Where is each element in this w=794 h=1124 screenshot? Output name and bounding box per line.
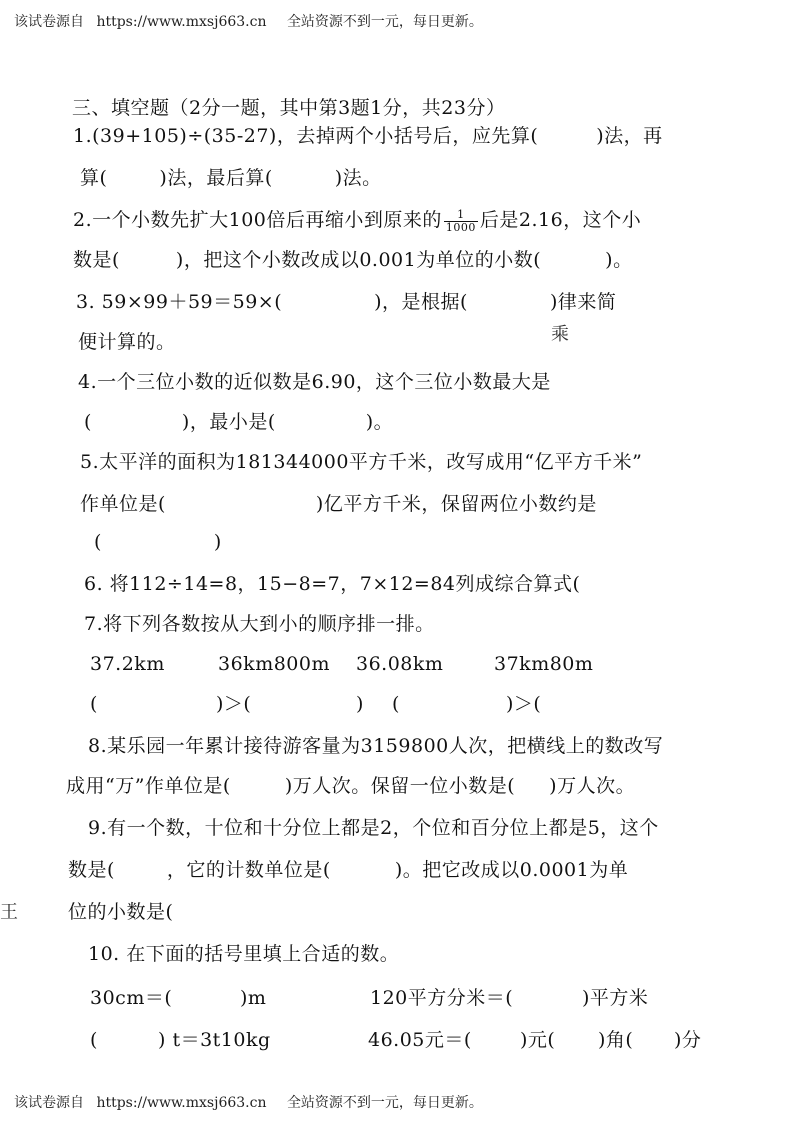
q3-text-a: 3. 59×99＋59＝59×( — [76, 291, 283, 313]
q5-text-c: )亿平方千米，保留两位小数约是 — [315, 493, 597, 515]
question-5-line-2 — [80, 492, 597, 516]
question-9-line-1: 9.有一个数，十位和十分位上都是2，个位和百分位上都是5，这个 — [88, 817, 659, 839]
q2-text-b: 后是2.16，这个小 — [479, 209, 642, 231]
value-item: 37.2km — [90, 653, 165, 675]
q1-text-d: )法，最后算( — [159, 167, 273, 189]
section-title: 三、填空题（2分一题，其中第3题1分，共23分） — [72, 97, 506, 119]
header-note: 全站资源不到一元，每日更新。 — [286, 14, 483, 30]
q2-text-e: )。 — [605, 249, 633, 271]
q10-text-r1a: 30cm＝( — [90, 987, 173, 1009]
q10-text-r2d: )元( — [520, 1029, 556, 1051]
question-1-line-2 — [80, 166, 382, 190]
question-3-line-1 — [76, 290, 616, 314]
question-1-line-1 — [73, 124, 663, 148]
q2-text-d: )，把这个小数改成以0.001为单位的小数( — [175, 249, 542, 271]
fraction-numerator: 1 — [444, 209, 478, 222]
q1-text-a: 1.(39+105)÷(35-27)，去掉两个小括号后，应先算( — [73, 125, 539, 147]
q10-text-r2b: ) t＝3t10kg — [158, 1029, 271, 1051]
q9-text-d: )。把它改成以0.0001为单 — [394, 859, 629, 881]
q2-text-c: 数是( — [73, 249, 120, 271]
question-9-line-3: 位的小数是( — [68, 901, 174, 923]
q1-text-b: )法，再 — [596, 125, 663, 147]
question-10-title: 10. 在下面的括号里填上合适的数。 — [88, 943, 400, 965]
question-5-line-3 — [94, 530, 222, 554]
q7-text-f: )＞( — [506, 693, 542, 715]
q10-text-r2c: 46.05元＝( — [368, 1029, 472, 1051]
question-4-line-1: 4.一个三位小数的近似数是6.90，这个三位小数最大是 — [78, 371, 551, 393]
question-3-line-2: 便计算的。 — [78, 331, 176, 353]
q7-text-b: ( — [90, 693, 98, 715]
q8-text-b: 成用“万”作单位是( — [66, 775, 231, 797]
q10-text-r1d: )平方米 — [582, 987, 649, 1009]
q10-text-r2a: ( — [90, 1029, 98, 1051]
value-item: 37km80m — [494, 653, 594, 675]
header-source: 该试卷源自 — [14, 14, 84, 30]
question-2-line-1 — [73, 208, 641, 234]
page-footer — [14, 1094, 483, 1112]
q10-text-r2e: )角( — [598, 1029, 634, 1051]
question-5-line-1: 5.太平洋的面积为181344000平方千米，改写成用“亿平方千米” — [80, 451, 643, 473]
q2-text-a: 2.一个小数先扩大100倍后再缩小到原来的 — [73, 209, 442, 231]
footer-source: 该试卷源自 — [14, 1095, 84, 1111]
question-8-line-2 — [66, 774, 635, 798]
margin-mark: 王 — [0, 902, 18, 923]
question-7-line-1: 7.将下列各数按从大到小的顺序排一排。 — [84, 613, 435, 635]
q10-text-r2f: )分 — [674, 1029, 702, 1051]
footer-note: 全站资源不到一元，每日更新。 — [286, 1095, 483, 1111]
fraction — [444, 209, 478, 234]
footer-url[interactable]: https://www.mxsj663.cn — [96, 1095, 267, 1111]
value-item: 36.08km — [356, 653, 444, 675]
page-header — [14, 13, 483, 31]
q9-text-c: ，它的计数单位是( — [166, 859, 331, 881]
q4-text-d: )。 — [365, 411, 394, 433]
q4-text-c: )，最小是( — [181, 411, 276, 433]
q5-text-d: ( — [94, 531, 102, 553]
q10-text-r1b: )m — [240, 987, 267, 1009]
q7-text-e: ( — [392, 693, 400, 715]
q8-text-c: )万人次。保留一位小数是( — [284, 775, 516, 797]
q1-text-e: )法。 — [334, 167, 382, 189]
q7-text-c: )＞( — [216, 693, 252, 715]
question-2-line-2 — [73, 248, 633, 272]
q5-text-b: 作单位是( — [80, 493, 166, 515]
q5-text-e: ) — [213, 531, 222, 553]
fraction-denominator: 1000 — [445, 220, 476, 234]
q8-text-d: )万人次。 — [549, 775, 636, 797]
q4-text-b: ( — [84, 411, 92, 433]
question-8-line-1: 8.某乐园一年累计接待游客量为3159800人次，把横线上的数改写 — [88, 735, 664, 757]
q7-text-d: ) — [356, 693, 364, 715]
q1-text-c: 算( — [80, 167, 108, 189]
handwritten-answer: 乘 — [551, 324, 569, 345]
q9-text-b: 数是( — [68, 859, 115, 881]
q3-text-c: )律来简 — [549, 291, 617, 313]
question-4-line-2 — [84, 410, 393, 434]
question-9-line-2 — [68, 858, 628, 882]
q10-text-r1c: 120平方分米＝( — [370, 987, 514, 1009]
value-item: 36km800m — [218, 653, 330, 675]
header-url[interactable]: https://www.mxsj663.cn — [96, 14, 267, 30]
question-6: 6. 将112÷14=8，15−8=7，7×12=84列成综合算式( — [84, 573, 581, 595]
q3-text-b: )，是根据( — [374, 291, 468, 313]
